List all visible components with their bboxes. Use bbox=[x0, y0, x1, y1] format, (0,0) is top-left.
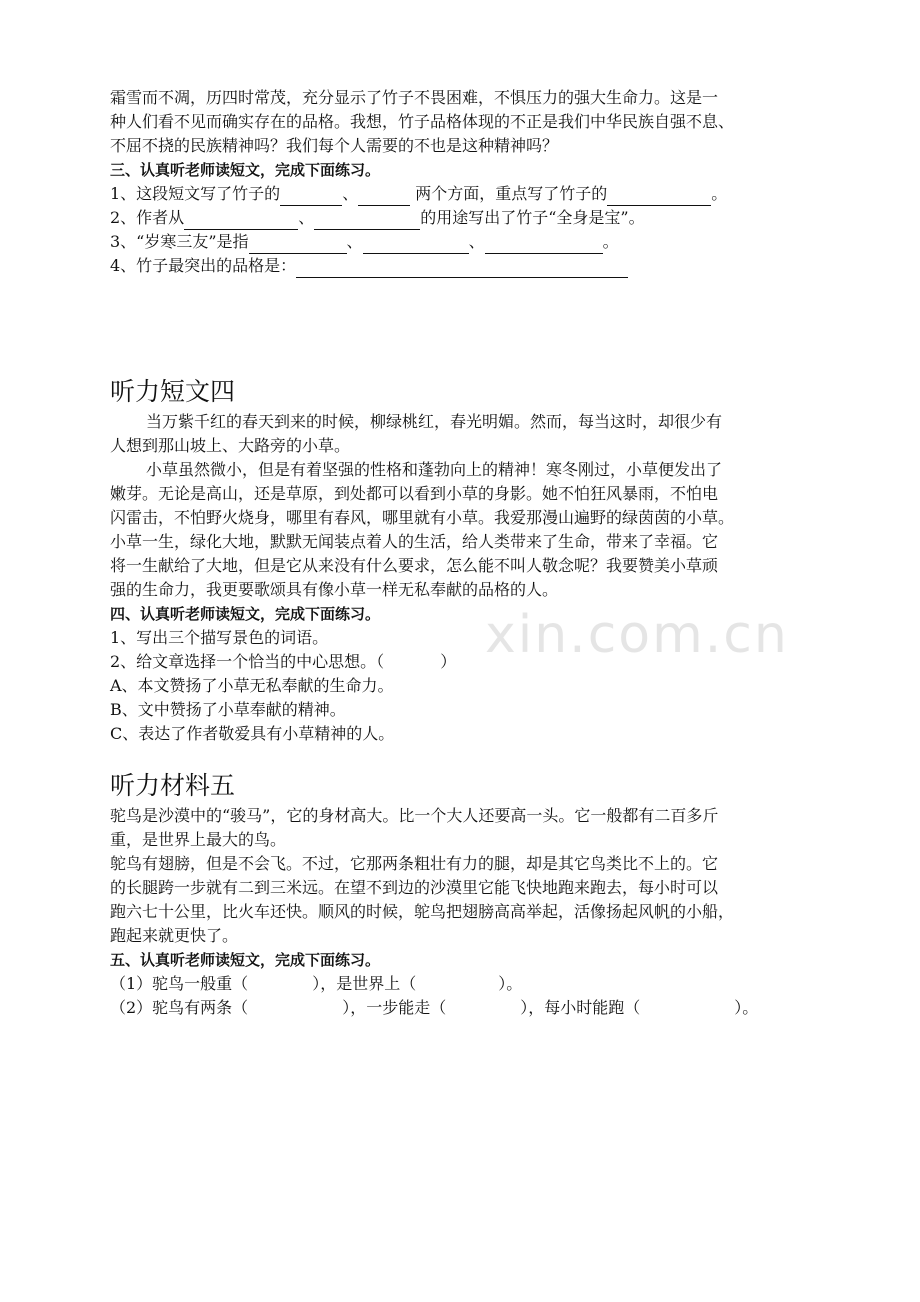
option-c: C、表达了作者敬爱具有小草精神的人。 bbox=[110, 724, 395, 743]
section3-heading: 三、认真听老师读短文，完成下面练习。 bbox=[110, 161, 381, 179]
passage4-line: 人想到那山坡上、大路旁的小草。 bbox=[110, 436, 351, 455]
section3-q1: 1、这段短文写了竹子的 、 两个方面，重点写了竹子的 。 bbox=[110, 182, 810, 206]
passage5-line: 鸵鸟有翅膀，但是不会飞。不过，它那两条粗壮有力的腿，却是其它鸟类比不上的。它 bbox=[110, 854, 719, 873]
passage4-line: 小草一生，绿化大地，默默无闻装点着人的生活，给人类带来了生命，带来了幸福。它 bbox=[110, 532, 719, 551]
section3-q3: 3、“岁寒三友”是指 、 、 。 bbox=[110, 230, 810, 254]
answer-blank[interactable] bbox=[363, 236, 469, 254]
section4-heading: 四、认真听老师读短文，完成下面练习。 bbox=[110, 605, 381, 623]
passage4-line: 强的生命力，我更要歌颂具有像小草一样无私奉献的品格的人。 bbox=[110, 580, 559, 599]
passage4-line: 小草虽然微小，但是有着坚强的性格和蓬勃向上的精神！寒冬刚过，小草便发出了 bbox=[146, 460, 723, 479]
passage5-line: 的长腿跨一步就有二到三米远。在望不到边的沙漠里它能飞快地跑来跑去，每小时可以 bbox=[110, 878, 719, 897]
passage5-line: 跑起来就更快了。 bbox=[110, 926, 239, 945]
passage4-title: 听力短文四 bbox=[110, 377, 236, 406]
section5-heading: 五、认真听老师读短文，完成下面练习。 bbox=[110, 951, 381, 969]
passage5-line: 重，是世界上最大的鸟。 bbox=[110, 830, 287, 849]
intro-line: 霜雪而不凋，历四时常茂，充分显示了竹子不畏困难，不惧压力的强大生命力。这是一 bbox=[110, 88, 719, 107]
answer-blank[interactable] bbox=[314, 212, 420, 230]
option-a: A、本文赞扬了小草无私奉献的生命力。 bbox=[110, 676, 394, 695]
passage5-title: 听力材料五 bbox=[110, 771, 236, 800]
section4-q2: 2、给文章选择一个恰当的中心思想。（ ） bbox=[110, 652, 457, 671]
answer-blank[interactable] bbox=[358, 188, 410, 206]
answer-blank[interactable] bbox=[184, 212, 298, 230]
passage5-line: 驼鸟是沙漠中的“骏马”，它的身材高大。比一个大人还要高一头。它一般都有二百多斤 bbox=[110, 806, 719, 825]
section3-q2: 2、作者从 、 的用途写出了竹子“全身是宝”。 bbox=[110, 206, 810, 230]
option-b: B、文中赞扬了小草奉献的精神。 bbox=[110, 700, 346, 719]
passage4-line: 嫩芽。无论是高山，还是草原，到处都可以看到小草的身影。她不怕狂风暴雨，不怕电 bbox=[110, 484, 719, 503]
worksheet-page bbox=[110, 86, 810, 1020]
section4-q1: 1、写出三个描写景色的词语。 bbox=[110, 628, 329, 647]
intro-line: 种人们看不见而确实存在的品格。我想，竹子品格体现的不正是我们中华民族自强不息、 bbox=[110, 112, 735, 131]
passage5-line: 跑六七十公里，比火车还快。顺风的时候，鸵鸟把翅膀高高举起，活像扬起风帆的小船， bbox=[110, 902, 735, 921]
answer-blank[interactable] bbox=[249, 236, 347, 254]
answer-blank[interactable] bbox=[280, 188, 342, 206]
passage4-line: 闪雷击，不怕野火烧身，哪里有春风，哪里就有小草。我爱那漫山遍野的绿茵茵的小草。 bbox=[110, 508, 735, 527]
answer-blank[interactable] bbox=[485, 236, 603, 254]
answer-blank[interactable] bbox=[296, 260, 628, 278]
passage4-line: 当万紫千红的春天到来的时候，柳绿桃红，春光明媚。然而，每当这时，却很少有 bbox=[146, 412, 723, 431]
watermark-text: xin.com.cn bbox=[485, 605, 789, 665]
section3-q4: 4、竹子最突出的品格是： bbox=[110, 254, 810, 278]
passage4-line: 将一生献给了大地，但是它从来没有什么要求，怎么能不叫人敬念呢？我要赞美小草顽 bbox=[110, 556, 719, 575]
section5-q1: （1）驼鸟一般重（ ），是世界上（ ）。 bbox=[110, 974, 523, 993]
intro-line: 不屈不挠的民族精神吗？我们每个人需要的不也是这种精神吗？ bbox=[110, 136, 559, 155]
section5-q2: （2）驼鸟有两条（ ），一步能走（ ），每小时能跑（ ）。 bbox=[110, 998, 759, 1017]
answer-blank[interactable] bbox=[607, 188, 711, 206]
